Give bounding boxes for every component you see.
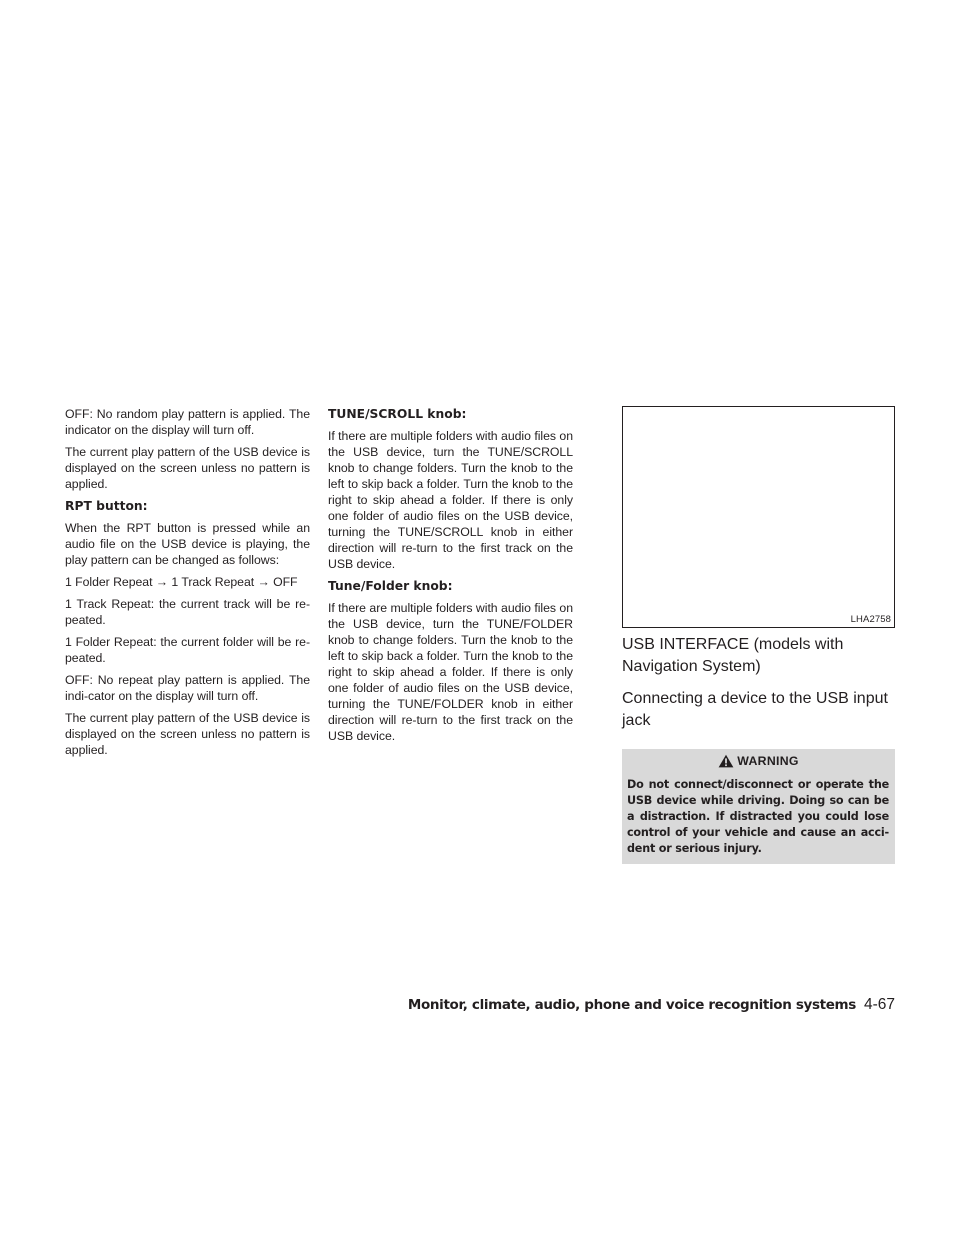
page-number: 4-67 <box>863 996 895 1013</box>
paragraph-folder-repeat: 1 Folder Repeat: the current folder will be re-peated. <box>65 635 310 665</box>
middle-column <box>328 406 573 750</box>
page-footer <box>408 996 895 1014</box>
figure-code: LHA2758 <box>850 614 891 625</box>
paragraph-rpt-intro: When the RPT button is pressed while an audio file on the USB device is playing, the play pattern can be changed as follows: <box>65 521 310 567</box>
section-title: USB INTERFACE (models with Navigation System) <box>622 636 844 675</box>
paragraph-random-off: OFF: No random play pattern is applied. The indicator on the display will turn off. <box>65 407 310 437</box>
footer-chapter-title: Monitor, climate, audio, phone and voice recognition systems <box>407 997 856 1013</box>
warning-header <box>622 749 895 773</box>
paragraph-track-repeat: 1 Track Repeat: the current track will be re-peated. <box>65 597 310 627</box>
paragraph-repeat-sequence: 1 Folder Repeat → 1 Track Repeat → OFF <box>65 575 298 589</box>
warning-label: WARNING <box>737 754 799 768</box>
paragraph-play-pattern-2: The current play pattern of the USB device is displayed on the screen unless no pattern is applied. <box>65 711 310 757</box>
heading-tune-scroll-knob: TUNE/SCROLL knob: <box>328 407 467 421</box>
heading-tune-folder-knob: Tune/Folder knob: <box>328 579 453 593</box>
heading-rpt-button: RPT button: <box>65 499 148 513</box>
sub-title: Connecting a device to the USB input jack <box>622 690 888 729</box>
figure-placeholder <box>622 406 895 628</box>
right-column <box>622 406 895 864</box>
paragraph-repeat-off: OFF: No repeat play pattern is applied. The indi-cator on the display will turn off. <box>65 673 310 703</box>
paragraph-tune-scroll: If there are multiple folders with audio files on the USB device, turn the TUNE/SCROLL knob to change folders. Turn the knob to the left to skip back a folder. Turn the knob to the right to skip ahead a folder. If there is only one folder of audio files on the USB device, turning the TUNE/SCROLL knob in either direction will re-turn to the first track on the USB device. <box>328 429 573 571</box>
left-column <box>65 406 310 764</box>
warning-triangle-icon <box>718 754 734 768</box>
warning-text: Do not connect/disconnect or operate the USB device while driving. Doing so can be a distraction. If distracted you could lose control of your vehicle and cause an acci-dent or serious injury. <box>627 778 889 855</box>
paragraph-tune-folder: If there are multiple folders with audio files on the USB device, turn the TUNE/FOLDER knob to change folders. Turn the knob to the left to skip back a folder. Turn the knob to the right to skip ahead a folder. If there is only one folder of audio files on the USB device, turning the TUNE/FOLDER knob in either direction will re-turn to the first track on the USB device. <box>328 601 573 743</box>
warning-box <box>622 749 895 864</box>
paragraph-play-pattern: The current play pattern of the USB device is displayed on the screen unless no pattern is applied. <box>65 445 310 491</box>
